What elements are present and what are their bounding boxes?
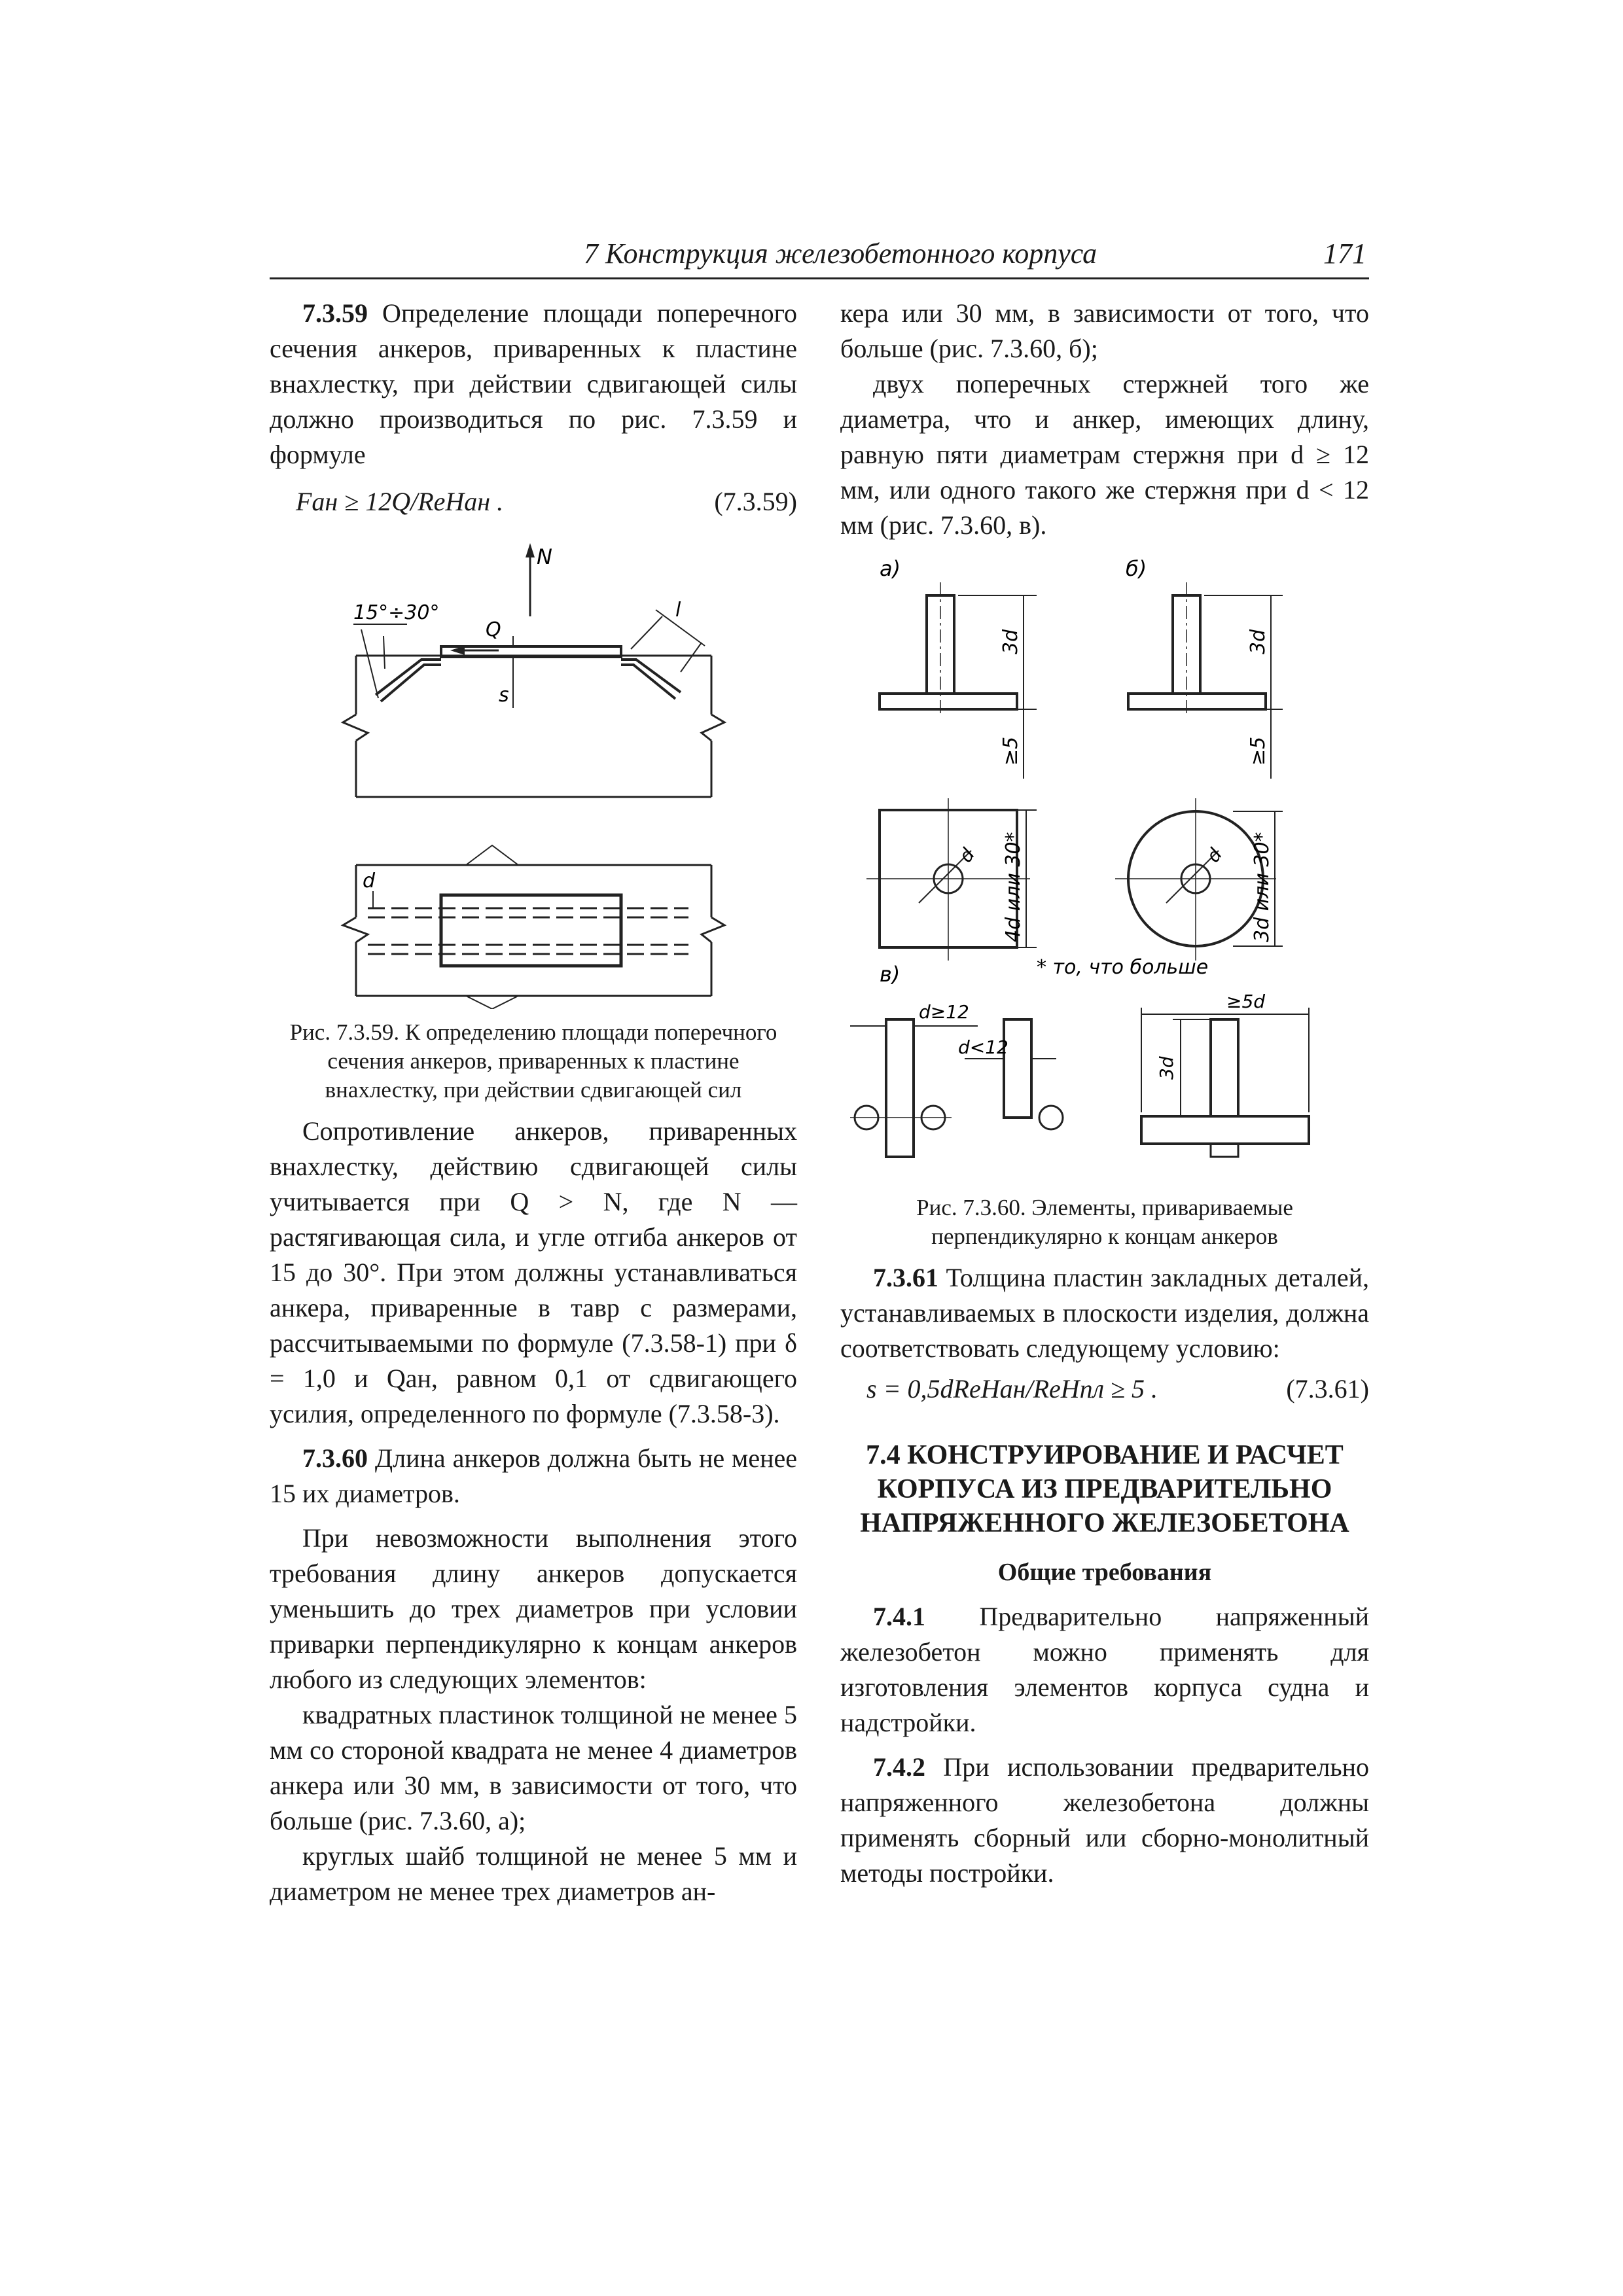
paragraph-7-3-59: 7.3.59 Определение площади поперечного сечения анкеров, приваренных к пластине внахлестку, при действии сдвигающей силы должно производиться по рис. 7.3.59 и формуле <box>270 298 797 469</box>
running-header <box>270 239 1369 279</box>
clause-number: 7.3.61 <box>873 1263 938 1292</box>
label-a: а) <box>880 556 901 581</box>
formula-number: (7.3.61) <box>1286 1374 1369 1404</box>
label-d: d <box>363 870 376 892</box>
paragraph-continued: кера или 30 мм, в зависимости от того, что больше (рис. 7.3.60, б); <box>840 298 1369 363</box>
paragraph-resistance: Сопротивление анкеров, приваренных внахлестку, действию сдвигающей силы учитывается при Q > N, где N — растягивающая сила, и угле отгиба анкеров от 15 до 30°. При этом должны устанавливаться анкера, приваренные в тавр с размерами, рассчитываемыми по формуле (7.3.58-1) при δ = 1,0 и Qан, равном 0,1 от сдвигающего усилия, определенного по формуле (7.3.58-3). <box>270 1116 797 1428</box>
figure-7-3-59 <box>270 538 797 1009</box>
anchor-v3 <box>1211 1019 1238 1116</box>
label-angle: 15°÷30° <box>353 601 440 624</box>
label-ge5d: ≥5d <box>1226 991 1266 1012</box>
label-b: б) <box>1126 556 1147 581</box>
section-title: 7.4 КОНСТРУИРОВАНИЕ И РАСЧЕТ КОРПУСА ИЗ ПРЕДВАРИТЕЛЬНО НАПРЯЖЕННОГО ЖЕЛЕЗОБЕТОНА <box>860 1440 1349 1538</box>
paragraph-round-washers: круглых шайб толщиной не менее 5 мм и диаметром не менее трех диаметров ан- <box>270 1841 797 1906</box>
clause-number: 7.4.1 <box>873 1602 925 1631</box>
label-3d-b: 3d <box>1247 629 1270 654</box>
label-v: в) <box>880 962 901 987</box>
plate-a <box>880 694 1017 709</box>
paragraph-square-plates: квадратных пластинок толщиной не менее 5 мм со стороной квадрата не менее 4 диаметров анкера или 30 мм, в зависимости от того, что больше (рис. 7.3.60, а); <box>270 1700 797 1835</box>
right-column <box>840 296 1369 1891</box>
label-ge5-a: ≥5 <box>999 736 1022 766</box>
label-circle-size: 3d или 30* <box>1251 832 1274 942</box>
paragraph-7-4-2: 7.4.2 При использовании предварительно напряженного железобетона должны применять сборный или сборно-монолитный методы постройки. <box>840 1752 1369 1888</box>
label-d-square: d <box>954 844 979 867</box>
figure-7-3-59-caption: Рис. 7.3.59. К определению площади поперечного сечения анкеров, приваренных к пластине внахлестку, при действии сдвигающей сил <box>289 1019 777 1103</box>
left-column <box>270 296 797 1909</box>
paragraph-7-3-61: 7.3.61 Толщина пластин закладных деталей, устанавливаемых в плоскости изделия, должна соответствовать следующему условию: <box>840 1263 1369 1363</box>
label-dlt12: d<12 <box>958 1036 1008 1058</box>
clause-number: 7.3.60 <box>302 1443 368 1473</box>
label-q: Q <box>486 618 501 641</box>
plate-plan <box>441 895 621 966</box>
anchor-v1 <box>886 1019 914 1157</box>
paragraph-cross-bars: двух поперечных стержней того же диаметра, что и анкер, имеющих длину, равную пяти диаметрам стержня при d ≥ 12 мм, или одного такого же стержня при d < 12 мм (рис. 7.3.60, в). <box>840 369 1369 540</box>
subsection-title: Общие требования <box>997 1559 1212 1586</box>
anchor-v2 <box>1004 1019 1031 1118</box>
label-l: l <box>675 599 681 622</box>
formula-expression: s = 0,5dRеНан/RеНпл ≥ 5 . <box>866 1374 1158 1404</box>
label-3d-a: 3d <box>999 629 1022 654</box>
page-number: 171 <box>1323 238 1366 270</box>
label-square-size: 4d или 30* <box>1002 832 1025 942</box>
label-d-circle: d <box>1202 844 1226 867</box>
label-s: s <box>499 684 509 707</box>
paragraph-7-3-60: 7.3.60 Длина анкеров должна быть не менее 15 их диаметров. <box>270 1443 797 1508</box>
washer-b <box>1128 694 1266 709</box>
clause-number: 7.3.59 <box>302 298 368 328</box>
figure-7-3-60-caption: Рис. 7.3.60. Элементы, привариваемые перпендикулярно к концам анкеров <box>916 1195 1293 1249</box>
clause-number: 7.4.2 <box>873 1752 925 1782</box>
header-title: 7 Конструкция железобетонного корпуса <box>584 238 1097 270</box>
cross-bar <box>1141 1116 1309 1144</box>
formula-7-3-59 <box>270 479 797 525</box>
formula-number: (7.3.59) <box>714 487 797 516</box>
figure-7-3-60 <box>840 556 1369 1184</box>
paragraph-7-4-1: 7.4.1 Предварительно напряженный железобетон можно применять для изготовления элементов корпуса судна и надстройки. <box>840 1602 1369 1737</box>
label-ge5-b: ≥5 <box>1247 736 1270 766</box>
label-3d-v: 3d <box>1156 1056 1177 1080</box>
label-n: N <box>537 544 552 569</box>
formula-7-3-61 <box>840 1366 1369 1412</box>
label-dge12: d≥12 <box>919 1001 969 1023</box>
paragraph-anchor-length: При невозможности выполнения этого требования длину анкеров допускается уменьшить до трех диаметров при условии приварки перпендикулярно к концам анкеров любого из следующих элементов: <box>270 1523 797 1694</box>
note-greater: * то, что больше <box>1037 956 1209 979</box>
formula-expression: Fан ≥ 12Q/RеНан . <box>296 487 504 516</box>
